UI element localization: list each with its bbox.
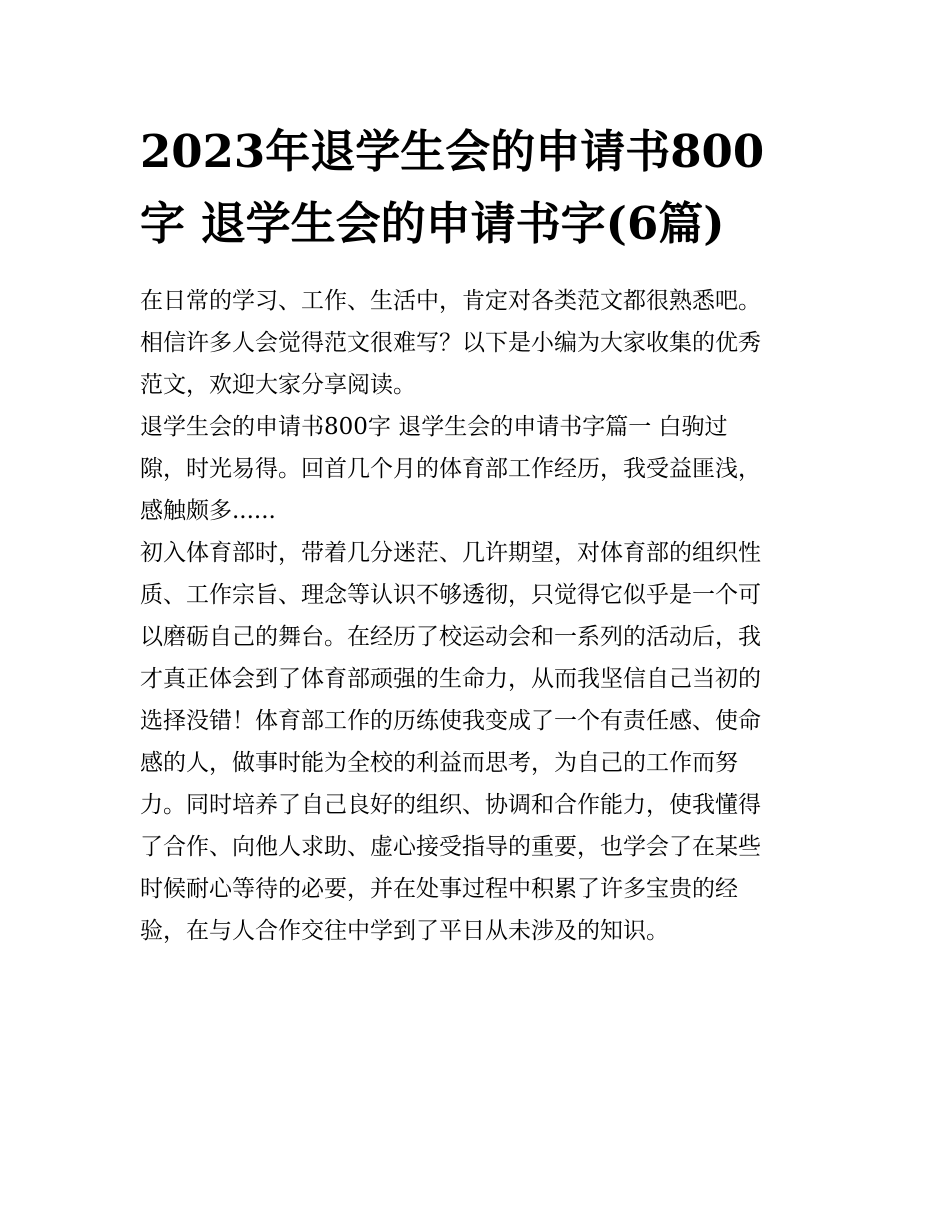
paragraph-intro bbox=[140, 280, 820, 406]
text-line: 感的人，做事时能为全校的利益而思考，为自己的工作而努 bbox=[140, 750, 738, 776]
text-line: 验，在与人合作交往中学到了平日从未涉及的知识。 bbox=[140, 918, 669, 944]
paragraph-experience bbox=[140, 532, 820, 952]
text-line: 以磨砺自己的舞台。在经历了校运动会和一系列的活动后，我 bbox=[140, 624, 761, 650]
text-line: 时候耐心等待的必要，并在处事过程中积累了许多宝贵的经 bbox=[140, 876, 738, 902]
text-line: 初入体育部时，带着几分迷茫、几许期望，对体育部的组织性 bbox=[140, 540, 761, 566]
text-line: 隙，时光易得。回首几个月的体育部工作经历，我受益匪浅， bbox=[140, 456, 761, 482]
text-line: 力。同时培养了自己良好的组织、协调和合作能力，使我懂得 bbox=[140, 792, 761, 818]
document-title bbox=[140, 116, 820, 260]
title-line: 2023年退学生会的申请书800 bbox=[140, 125, 765, 178]
text-line: 选择没错！体育部工作的历练使我变成了一个有责任感、使命 bbox=[140, 708, 761, 734]
text-line: 在日常的学习、工作、生活中，肯定对各类范文都很熟悉吧。 bbox=[140, 288, 761, 314]
paragraph-section-one bbox=[140, 406, 820, 532]
text-line: 质、工作宗旨、理念等认识不够透彻，只觉得它似乎是一个可 bbox=[140, 582, 761, 608]
text-line: 感触颇多...... bbox=[140, 498, 276, 524]
text-line: 了合作、向他人求助、虚心接受指导的重要，也学会了在某些 bbox=[140, 834, 761, 860]
text-line: 退学生会的申请书800字 退学生会的申请书字篇一 白驹过 bbox=[140, 414, 728, 440]
text-line: 相信许多人会觉得范文很难写？以下是小编为大家收集的优秀 bbox=[140, 330, 761, 356]
text-line: 范文，欢迎大家分享阅读。 bbox=[140, 372, 416, 398]
document-body bbox=[140, 280, 820, 952]
title-line: 字 退学生会的申请书字(6篇) bbox=[140, 197, 725, 250]
text-line: 才真正体会到了体育部顽强的生命力，从而我坚信自己当初的 bbox=[140, 666, 761, 692]
